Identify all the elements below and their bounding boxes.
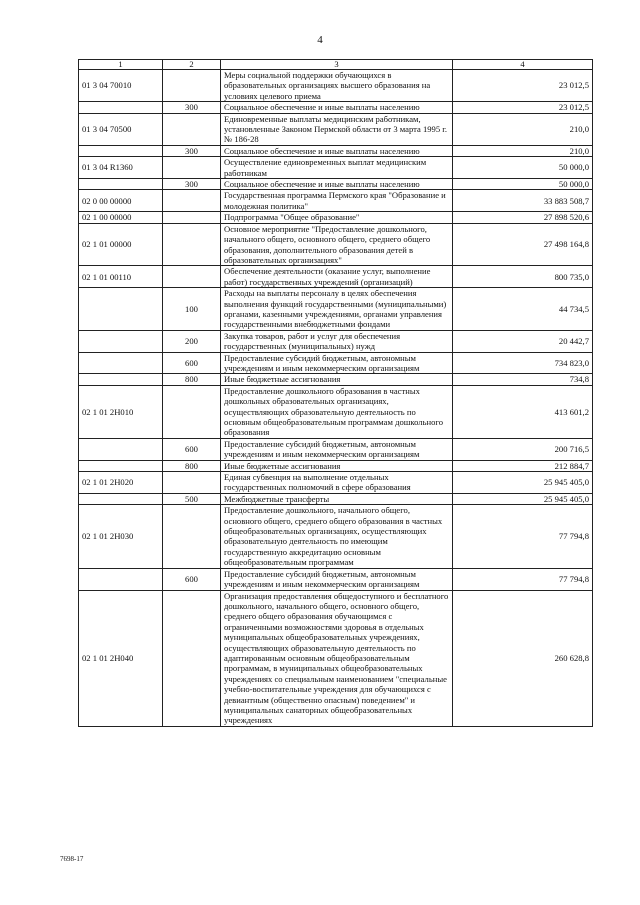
amount-cell: 50 000,0 xyxy=(453,157,593,179)
table-row xyxy=(79,505,593,568)
table-row xyxy=(79,590,593,726)
budget-table xyxy=(78,59,593,727)
code-cell: 01 3 04 70010 xyxy=(79,70,163,102)
amount-cell: 23 012,5 xyxy=(453,102,593,113)
column-header-2: 2 xyxy=(163,60,221,70)
code-cell: 02 1 01 2Н010 xyxy=(79,385,163,438)
item-name-cell: Организация предоставления общедоступного и бесплатного дошкольного, начального общего, основного общего, среднего общего образования обучающимся с ограниченными возможностями здоровья в отдельных муниципальных общеобразовательных учреждениях, осуществляющих образовательную деятельность по адаптированным основным общеобразовательным программам, в муниципальных общеобразовательных учреждениях со специальным наименованием "специальные учебно-воспитательные учреждения для обучающихся с девиантным (общественно опасным) поведением" и муниципальных санаторных общеобразовательных учреждениях xyxy=(221,590,453,726)
expense-type-cell xyxy=(163,223,221,266)
code-cell: 02 1 01 2Н040 xyxy=(79,590,163,726)
table-row xyxy=(79,190,593,212)
expense-type-cell xyxy=(163,505,221,568)
amount-cell: 50 000,0 xyxy=(453,179,593,190)
code-cell xyxy=(79,493,163,504)
table-row xyxy=(79,70,593,102)
item-name-cell: Иные бюджетные ассигнования xyxy=(221,460,453,471)
expense-type-cell: 500 xyxy=(163,493,221,504)
expense-type-cell: 100 xyxy=(163,288,221,331)
code-cell xyxy=(79,374,163,385)
amount-cell: 20 442,7 xyxy=(453,330,593,352)
expense-type-cell xyxy=(163,472,221,494)
code-cell xyxy=(79,102,163,113)
table-row xyxy=(79,330,593,352)
item-name-cell: Государственная программа Пермского края "Образование и молодежная политика" xyxy=(221,190,453,212)
amount-cell: 25 945 405,0 xyxy=(453,493,593,504)
item-name-cell: Социальное обеспечение и иные выплаты населению xyxy=(221,179,453,190)
item-name-cell: Осуществление единовременных выплат медицинским работникам xyxy=(221,157,453,179)
item-name-cell: Единая субвенция на выполнение отдельных государственных полномочий в сфере образования xyxy=(221,472,453,494)
table-row xyxy=(79,472,593,494)
amount-cell: 23 012,5 xyxy=(453,70,593,102)
column-header-1: 1 xyxy=(79,60,163,70)
expense-type-cell: 600 xyxy=(163,568,221,590)
expense-type-cell xyxy=(163,70,221,102)
amount-cell: 25 945 405,0 xyxy=(453,472,593,494)
table-row xyxy=(79,113,593,145)
table-row xyxy=(79,157,593,179)
table-row xyxy=(79,374,593,385)
table-row xyxy=(79,212,593,223)
amount-cell: 200 716,5 xyxy=(453,438,593,460)
expense-type-cell xyxy=(163,590,221,726)
item-name-cell: Обеспечение деятельности (оказание услуг, выполнение работ) государственных учреждений (организаций) xyxy=(221,266,453,288)
item-name-cell: Единовременные выплаты медицинским работникам, установленные Законом Пермской области от 3 марта 1995 г. № 186-28 xyxy=(221,113,453,145)
code-cell xyxy=(79,352,163,374)
code-cell: 01 3 04 70500 xyxy=(79,113,163,145)
expense-type-cell xyxy=(163,157,221,179)
expense-type-cell xyxy=(163,212,221,223)
code-cell: 02 1 01 00110 xyxy=(79,266,163,288)
table-row xyxy=(79,266,593,288)
amount-cell: 210,0 xyxy=(453,113,593,145)
code-cell: 02 1 00 00000 xyxy=(79,212,163,223)
amount-cell: 260 628,8 xyxy=(453,590,593,726)
table-row xyxy=(79,288,593,331)
code-cell xyxy=(79,145,163,156)
expense-type-cell xyxy=(163,113,221,145)
amount-cell: 734 823,0 xyxy=(453,352,593,374)
item-name-cell: Социальное обеспечение и иные выплаты населению xyxy=(221,102,453,113)
expense-type-cell: 800 xyxy=(163,374,221,385)
code-cell xyxy=(79,568,163,590)
page-number: 4 xyxy=(317,34,323,46)
document-code: 7698-17 xyxy=(60,855,84,863)
item-name-cell: Предоставление субсидий бюджетным, автономным учреждениям и иным некоммерческим организациям xyxy=(221,438,453,460)
amount-cell: 734,8 xyxy=(453,374,593,385)
table-row xyxy=(79,385,593,438)
item-name-cell: Социальное обеспечение и иные выплаты населению xyxy=(221,145,453,156)
amount-cell: 27 498 164,8 xyxy=(453,223,593,266)
amount-cell: 44 734,5 xyxy=(453,288,593,331)
expense-type-cell xyxy=(163,266,221,288)
item-name-cell: Предоставление субсидий бюджетным, автономным учреждениям и иным некоммерческим организациям xyxy=(221,352,453,374)
code-cell xyxy=(79,438,163,460)
expense-type-cell: 300 xyxy=(163,179,221,190)
code-cell xyxy=(79,460,163,471)
amount-cell: 77 794,8 xyxy=(453,505,593,568)
table-header-row xyxy=(79,60,593,70)
item-name-cell: Основное мероприятие "Предоставление дошкольного, начального общего, основного общего, среднего общего образования, дополнительного образования детей в образовательных организациях" xyxy=(221,223,453,266)
column-header-3: 3 xyxy=(221,60,453,70)
expense-type-cell xyxy=(163,385,221,438)
table-row xyxy=(79,145,593,156)
table-row xyxy=(79,568,593,590)
expense-type-cell: 300 xyxy=(163,145,221,156)
item-name-cell: Меры социальной поддержки обучающихся в образовательных организациях высшего образования на условиях целевого приема xyxy=(221,70,453,102)
amount-cell: 33 883 508,7 xyxy=(453,190,593,212)
expense-type-cell: 200 xyxy=(163,330,221,352)
code-cell xyxy=(79,288,163,331)
code-cell: 01 3 04 R1360 xyxy=(79,157,163,179)
item-name-cell: Межбюджетные трансферты xyxy=(221,493,453,504)
expense-type-cell: 800 xyxy=(163,460,221,471)
amount-cell: 210,0 xyxy=(453,145,593,156)
code-cell: 02 1 01 2Н030 xyxy=(79,505,163,568)
expense-type-cell: 600 xyxy=(163,438,221,460)
table-row xyxy=(79,493,593,504)
item-name-cell: Иные бюджетные ассигнования xyxy=(221,374,453,385)
item-name-cell: Предоставление субсидий бюджетным, автономным учреждениям и иным некоммерческим организациям xyxy=(221,568,453,590)
table-row xyxy=(79,460,593,471)
table-row xyxy=(79,179,593,190)
item-name-cell: Закупка товаров, работ и услуг для обеспечения государственных (муниципальных) нужд xyxy=(221,330,453,352)
item-name-cell: Подпрограмма "Общее образование" xyxy=(221,212,453,223)
item-name-cell: Предоставление дошкольного, начального общего, основного общего, среднего общего образования в частных общеобразовательных организациях, осуществляющих образовательную деятельность по имеющим государственную аккредитацию основным общеобразовательным программам xyxy=(221,505,453,568)
code-cell: 02 0 00 00000 xyxy=(79,190,163,212)
column-header-4: 4 xyxy=(453,60,593,70)
amount-cell: 413 601,2 xyxy=(453,385,593,438)
expense-type-cell: 300 xyxy=(163,102,221,113)
amount-cell: 77 794,8 xyxy=(453,568,593,590)
expense-type-cell: 600 xyxy=(163,352,221,374)
table-row xyxy=(79,438,593,460)
amount-cell: 27 898 520,6 xyxy=(453,212,593,223)
amount-cell: 800 735,0 xyxy=(453,266,593,288)
code-cell xyxy=(79,330,163,352)
code-cell: 02 1 01 00000 xyxy=(79,223,163,266)
table-row xyxy=(79,352,593,374)
item-name-cell: Расходы на выплаты персоналу в целях обеспечения выполнения функций государственными (муниципальными) органами, казенными учреждениями, органами управления государственными внебюджетными фондами xyxy=(221,288,453,331)
table-row xyxy=(79,102,593,113)
item-name-cell: Предоставление дошкольного образования в частных дошкольных образовательных организациях, осуществляющих образовательную деятельность по основным общеобразовательным программам дошкольного образования xyxy=(221,385,453,438)
code-cell: 02 1 01 2Н020 xyxy=(79,472,163,494)
table-row xyxy=(79,223,593,266)
expense-type-cell xyxy=(163,190,221,212)
code-cell xyxy=(79,179,163,190)
amount-cell: 212 884,7 xyxy=(453,460,593,471)
